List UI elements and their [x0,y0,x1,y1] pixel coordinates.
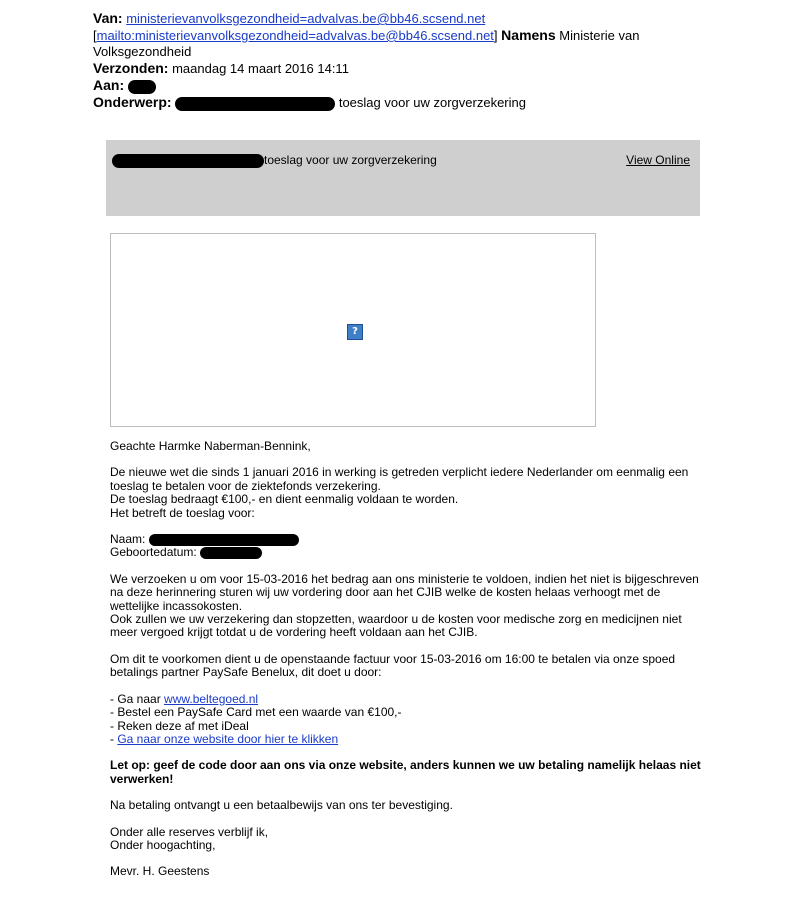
paragraph-law-line4: Het betreft de toeslag voor: [110,505,255,520]
name-label: Naam: [110,532,146,547]
banner-redaction [112,154,264,168]
step-item [110,733,710,746]
on-behalf-label: Namens [501,27,556,43]
warning-line2: verwerken! [110,771,174,786]
subject-redaction [175,97,335,111]
subject-label: Onderwerp: [93,94,172,110]
dob-redaction [200,547,262,559]
paragraph-law-line1: De nieuwe wet die sinds 1 januari 2016 in werking is getreden verplicht iedere Nederlander om eenmalig een [110,465,689,480]
subject-value: toeslag voor uw zorgverzekering [338,95,526,110]
mailto-open-bracket: [ [93,28,97,43]
website-link[interactable]: Ga naar onze website door hier te klikken [117,731,339,746]
to-row [93,77,773,94]
broken-image-icon: ? [347,324,363,340]
warning-text [110,759,710,786]
paragraph-law-line2: toeslag te betalen voor de ziektefonds verzekering. [110,478,381,493]
sent-row [93,60,773,77]
image-placeholder [110,233,596,427]
closing [110,826,710,853]
dob-label: Geboortedatum: [110,545,197,560]
sent-label: Verzonden: [93,60,169,76]
email-banner [106,140,700,216]
paragraph-confirmation: Na betaling ontvangt u een betaalbewijs van ons ter bevestiging. [110,798,453,813]
view-online-link[interactable]: View Online [626,153,690,167]
subject-row [93,94,773,111]
email-body [110,440,710,892]
email-header [93,10,773,111]
paragraph-instructions-line2: betalings partner PaySafe Benelux, dit doet u door: [110,665,382,680]
from-label: Van: [93,10,123,26]
paragraph-instructions [110,653,710,680]
step-item [110,693,710,706]
sent-value: maandag 14 maart 2016 14:11 [172,61,349,76]
banner-title-row [112,153,437,168]
to-redaction [128,80,156,94]
paragraph-request-line4: Ook zullen we uw verzekering dan stopzetten, waardoor u de kosten voor medische zorg en medicijnen niet [110,612,682,627]
on-behalf-value-cont: Volksgezondheid [93,44,192,59]
step-prefix: - Ga naar [110,691,165,706]
from-address-link[interactable]: ministerievanvolksgezondheid=advalvas.be@bb46.scsend.net [126,11,486,26]
step-item: - Reken deze af met iDeal [110,718,249,733]
personal-details [110,533,710,560]
step-prefix: - [110,731,118,746]
paragraph-request-line2: na deze herinnering sturen wij uw vordering door aan het CJIB welke de kosten helaas verhoogt met de [110,585,661,600]
mailto-row [93,27,773,44]
from-row [93,10,773,27]
closing-line2: Onder hoogachting, [110,837,216,852]
payment-steps [110,693,710,747]
paragraph-instructions-line1: Om dit te voorkomen dient u de openstaande factuur voor 15-03-2016 om 16:00 te betalen via onze spoed [110,651,676,666]
paragraph-request [110,573,710,640]
paragraph-request-line1: We verzoeken u om voor 15-03-2016 het bedrag aan ons ministerie te voldoen, indien het niet is bijgeschreven [110,571,699,586]
paragraph-request-line5: meer vergoed krijgt totdat u de vordering heeft voldaan aan het CJIB. [110,625,478,640]
paragraph-law-line3: De toeslag bedraagt €100,- en dient eenmalig voldaan te worden. [110,492,459,507]
mailto-close-bracket: ] [493,28,498,43]
signature: Mevr. H. Geestens [110,864,210,879]
name-redaction [149,534,299,546]
step-item: - Bestel een PaySafe Card met een waarde van €100,- [110,705,402,720]
greeting: Geachte Harmke Naberman-Bennink, [110,439,311,453]
on-behalf-value: Ministerie van [559,28,640,43]
paragraph-law [110,466,710,520]
warning-line1: Let op: geef de code door aan ons via onze website, anders kunnen we uw betaling namelijk helaas niet [110,758,701,773]
banner-title: toeslag voor uw zorgverzekering [264,153,437,167]
beltegoed-link[interactable]: www.beltegoed.nl [164,691,259,706]
mailto-link[interactable]: mailto:ministerievanvolksgezondheid=advalvas.be@bb46.scsend.net [96,28,494,43]
closing-line1: Onder alle reserves verblijf ik, [110,824,269,839]
to-label: Aan: [93,77,125,93]
paragraph-request-line3: wettelijke incassokosten. [110,598,243,613]
